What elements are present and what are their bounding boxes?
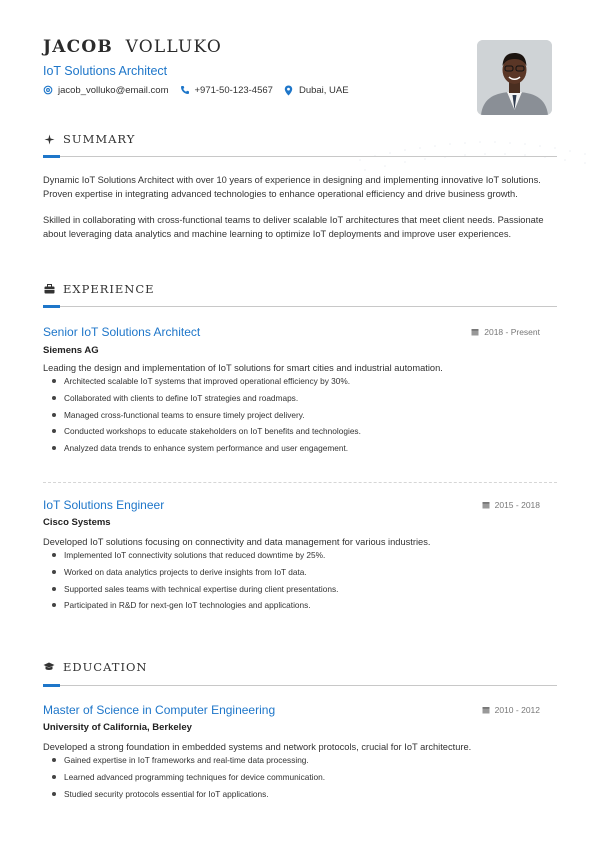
list-item: Conducted workshops to educate stakeholders on IoT benefits and technologies.: [52, 423, 361, 440]
list-item: Implemented IoT connectivity solutions that reduced downtime by 25%.: [52, 547, 338, 564]
list-item: Architected scalable IoT systems that improved operational efficiency by 30%.: [52, 373, 361, 390]
job-bullets: [52, 373, 361, 456]
list-item: Collaborated with clients to define IoT strategies and roadmaps.: [52, 390, 361, 407]
education-divider: [43, 685, 557, 686]
company-name: Siemens AG: [43, 345, 99, 356]
summary-divider: [43, 156, 557, 157]
list-item: Analyzed data trends to enhance system performance and user engagement.: [52, 440, 361, 457]
degree-title: Master of Science in Computer Engineering: [43, 703, 276, 717]
contact-email[interactable]: [42, 84, 169, 96]
calendar-icon: [482, 706, 490, 714]
education-title: EDUCATION: [63, 660, 148, 674]
location-text: Dubai, UAE: [298, 84, 349, 96]
list-item: Managed cross-functional teams to ensure timely project delivery.: [52, 406, 361, 423]
summary-paragraph: Skilled in collaborating with cross-functional teams to deliver scalable IoT architectures that meet client needs. Passionate about leveraging data analytics and machine learning to optimize IoT deployments and improve user experiences.: [43, 215, 544, 239]
candidate-name: [43, 37, 222, 57]
education-date-text: 2010 - 2012: [494, 705, 540, 715]
briefcase-icon: [43, 283, 55, 295]
phone-icon: [179, 84, 191, 96]
school-name: University of California, Berkeley: [43, 722, 192, 733]
job-bullets: [52, 547, 338, 614]
experience-divider: [43, 306, 557, 307]
summary-paragraph: Dynamic IoT Solutions Architect with over 10 years of experience in designing and implementing innovative IoT solutions. Proven expertise in integrating advanced technologies to enhance operational efficiency and drive business growth.: [43, 175, 541, 199]
job-description: Leading the design and implementation of IoT solutions for smart cities and industrial automation.: [43, 363, 443, 373]
sparkle-icon: [43, 133, 55, 145]
list-item: Supported sales teams with technical expertise during client presentations.: [52, 580, 338, 597]
summary-title: SUMMARY: [63, 132, 136, 146]
list-item: Learned advanced programming techniques for device communication.: [52, 769, 325, 786]
education-bullets: [52, 752, 325, 802]
contact-location: [283, 84, 349, 96]
experience-heading: [43, 282, 155, 296]
graduation-cap-icon: [43, 661, 55, 673]
calendar-icon: [482, 501, 490, 509]
job-date-text: 2018 - Present: [484, 327, 540, 337]
phone-text: +971-50-123-4567: [194, 84, 273, 96]
experience-title: EXPERIENCE: [63, 282, 155, 296]
education-date: [482, 705, 540, 715]
job-title: IoT Solutions Architect: [43, 64, 168, 78]
job-title-entry: IoT Solutions Engineer: [43, 498, 165, 512]
email-text: jacob_volluko@email.com: [58, 84, 169, 96]
education-description: Developed a strong foundation in embedded systems and network protocols, crucial for IoT architecture.: [43, 742, 472, 752]
job-date: [471, 327, 540, 337]
summary-heading: [43, 132, 135, 146]
map-pin-icon: [283, 84, 295, 96]
job-title-entry: Senior IoT Solutions Architect: [43, 325, 201, 339]
list-item: Participated in R&D for next-gen IoT technologies and applications.: [52, 597, 338, 614]
entry-separator: [43, 482, 557, 483]
job-date-text: 2015 - 2018: [494, 500, 540, 510]
list-item: Gained expertise in IoT frameworks and real-time data processing.: [52, 752, 325, 769]
last-name: VOLLUKO: [125, 37, 223, 57]
calendar-icon: [471, 328, 479, 336]
decorative-wave-pattern: [350, 110, 600, 180]
list-item: Worked on data analytics projects to derive insights from IoT data.: [52, 564, 338, 581]
list-item: Studied security protocols essential for IoT applications.: [52, 785, 325, 802]
at-icon: [42, 84, 54, 96]
contact-row: [42, 84, 359, 96]
profile-photo: [477, 40, 552, 115]
contact-phone[interactable]: [179, 84, 273, 96]
job-description: Developed IoT solutions focusing on connectivity and data management for various industries.: [43, 537, 431, 547]
first-name: JACOB: [43, 37, 113, 57]
company-name: Cisco Systems: [43, 517, 111, 528]
job-date: [482, 500, 540, 510]
education-heading: [43, 660, 148, 674]
